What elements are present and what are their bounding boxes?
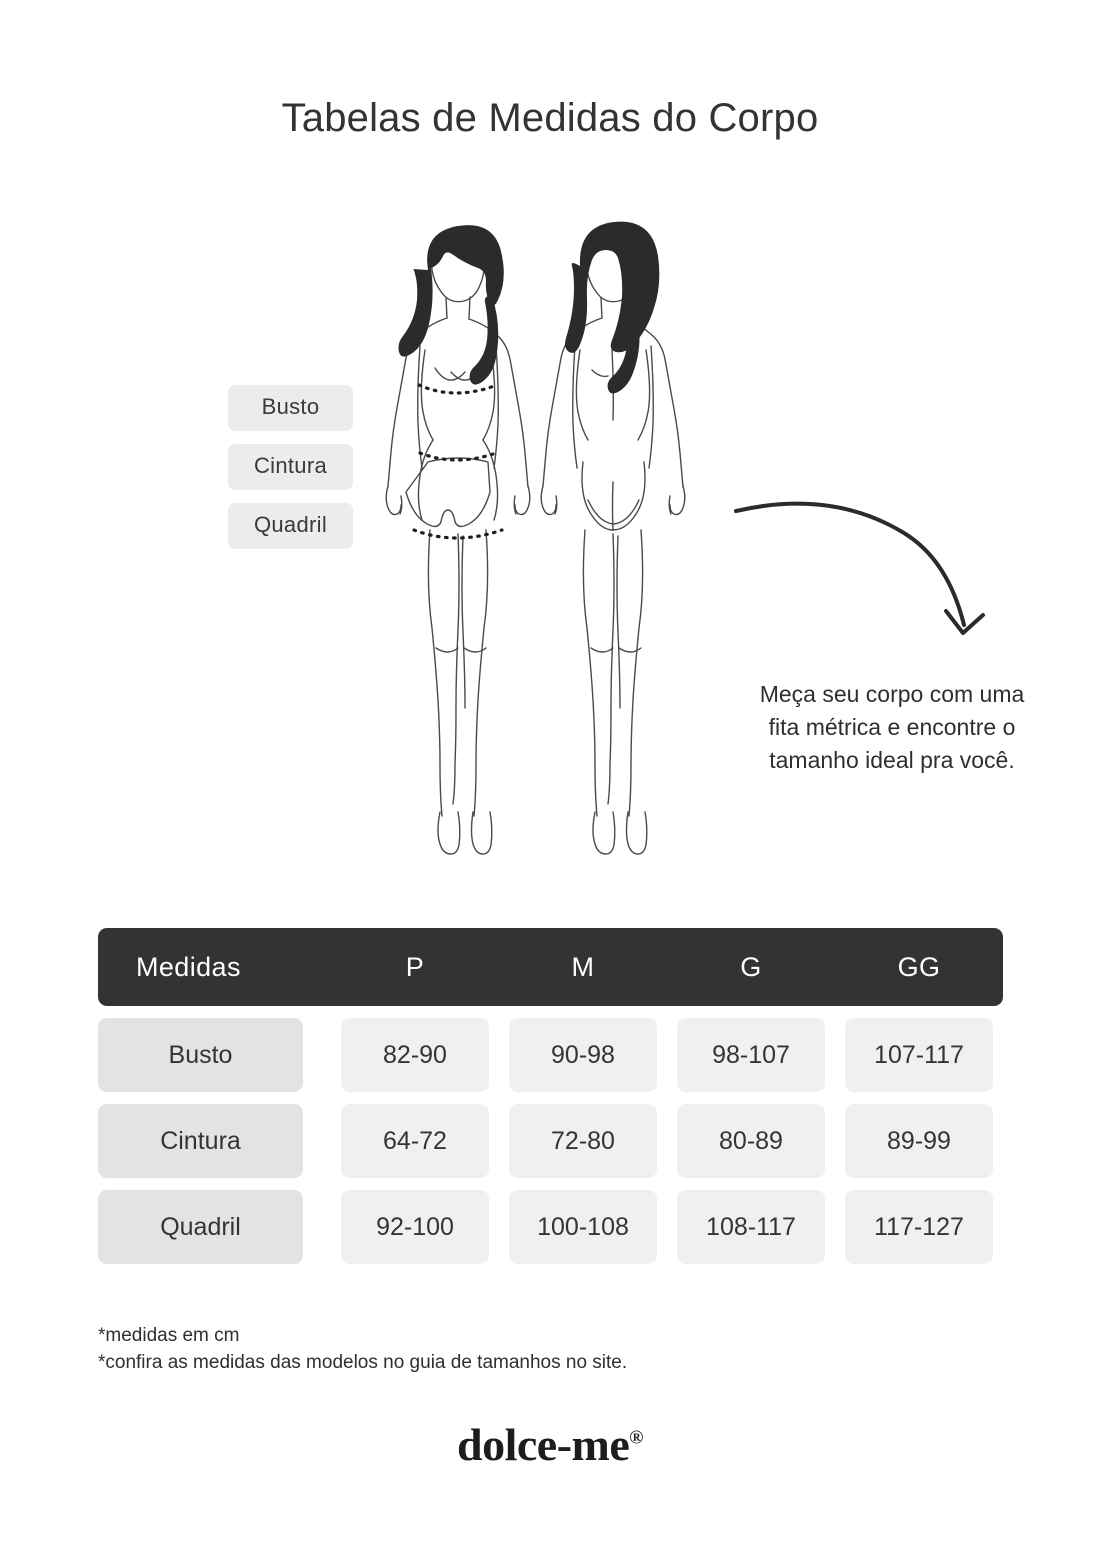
cell-cintura-m: 72-80 <box>509 1104 657 1178</box>
size-table <box>98 928 1003 1264</box>
cell-quadril-p: 92-100 <box>341 1190 489 1264</box>
table-row <box>98 1190 1003 1264</box>
cell-quadril-g: 108-117 <box>677 1190 825 1264</box>
footnotes <box>98 1322 627 1376</box>
header-medidas: Medidas <box>136 951 241 982</box>
body-figures-illustration <box>340 200 760 910</box>
row-label-cintura: Cintura <box>98 1104 303 1178</box>
chip-quadril: Quadril <box>228 503 353 549</box>
cell-quadril-m: 100-108 <box>509 1190 657 1264</box>
cell-cintura-gg: 89-99 <box>845 1104 993 1178</box>
female-body-figures-svg <box>340 200 760 910</box>
row-label-busto: Busto <box>98 1018 303 1092</box>
page-title: Tabelas de Medidas do Corpo <box>281 96 819 140</box>
header-gg: GG <box>897 951 941 982</box>
brand-name: dolce-me <box>457 1419 630 1470</box>
cell-quadril-gg: 117-127 <box>845 1190 993 1264</box>
row-label-quadril: Quadril <box>98 1190 303 1264</box>
footnote-units: *medidas em cm <box>98 1325 240 1346</box>
cell-cintura-p: 64-72 <box>341 1104 489 1178</box>
cell-cintura-g: 80-89 <box>677 1104 825 1178</box>
brand-logo <box>0 1418 1100 1471</box>
cell-busto-g: 98-107 <box>677 1018 825 1092</box>
trademark-symbol: ® <box>629 1427 643 1449</box>
cell-busto-gg: 107-117 <box>845 1018 993 1092</box>
table-row <box>98 1104 1003 1178</box>
cell-busto-m: 90-98 <box>509 1018 657 1092</box>
header-m: M <box>571 951 595 982</box>
footnote-models: *confira as medidas das modelos no guia de tamanhos no site. <box>98 1352 628 1373</box>
table-header-row <box>98 928 1003 1006</box>
measurement-labels <box>228 385 353 562</box>
table-row <box>98 1018 1003 1092</box>
cell-busto-p: 82-90 <box>341 1018 489 1092</box>
header-p: P <box>405 951 425 982</box>
header-g: G <box>740 951 762 982</box>
curved-arrow-icon <box>730 495 1000 665</box>
chip-busto: Busto <box>228 385 353 431</box>
chip-cintura: Cintura <box>228 444 353 490</box>
measure-instruction-note: Meça seu corpo com uma fita métrica e encontre o tamanho ideal pra você. <box>759 681 1025 773</box>
